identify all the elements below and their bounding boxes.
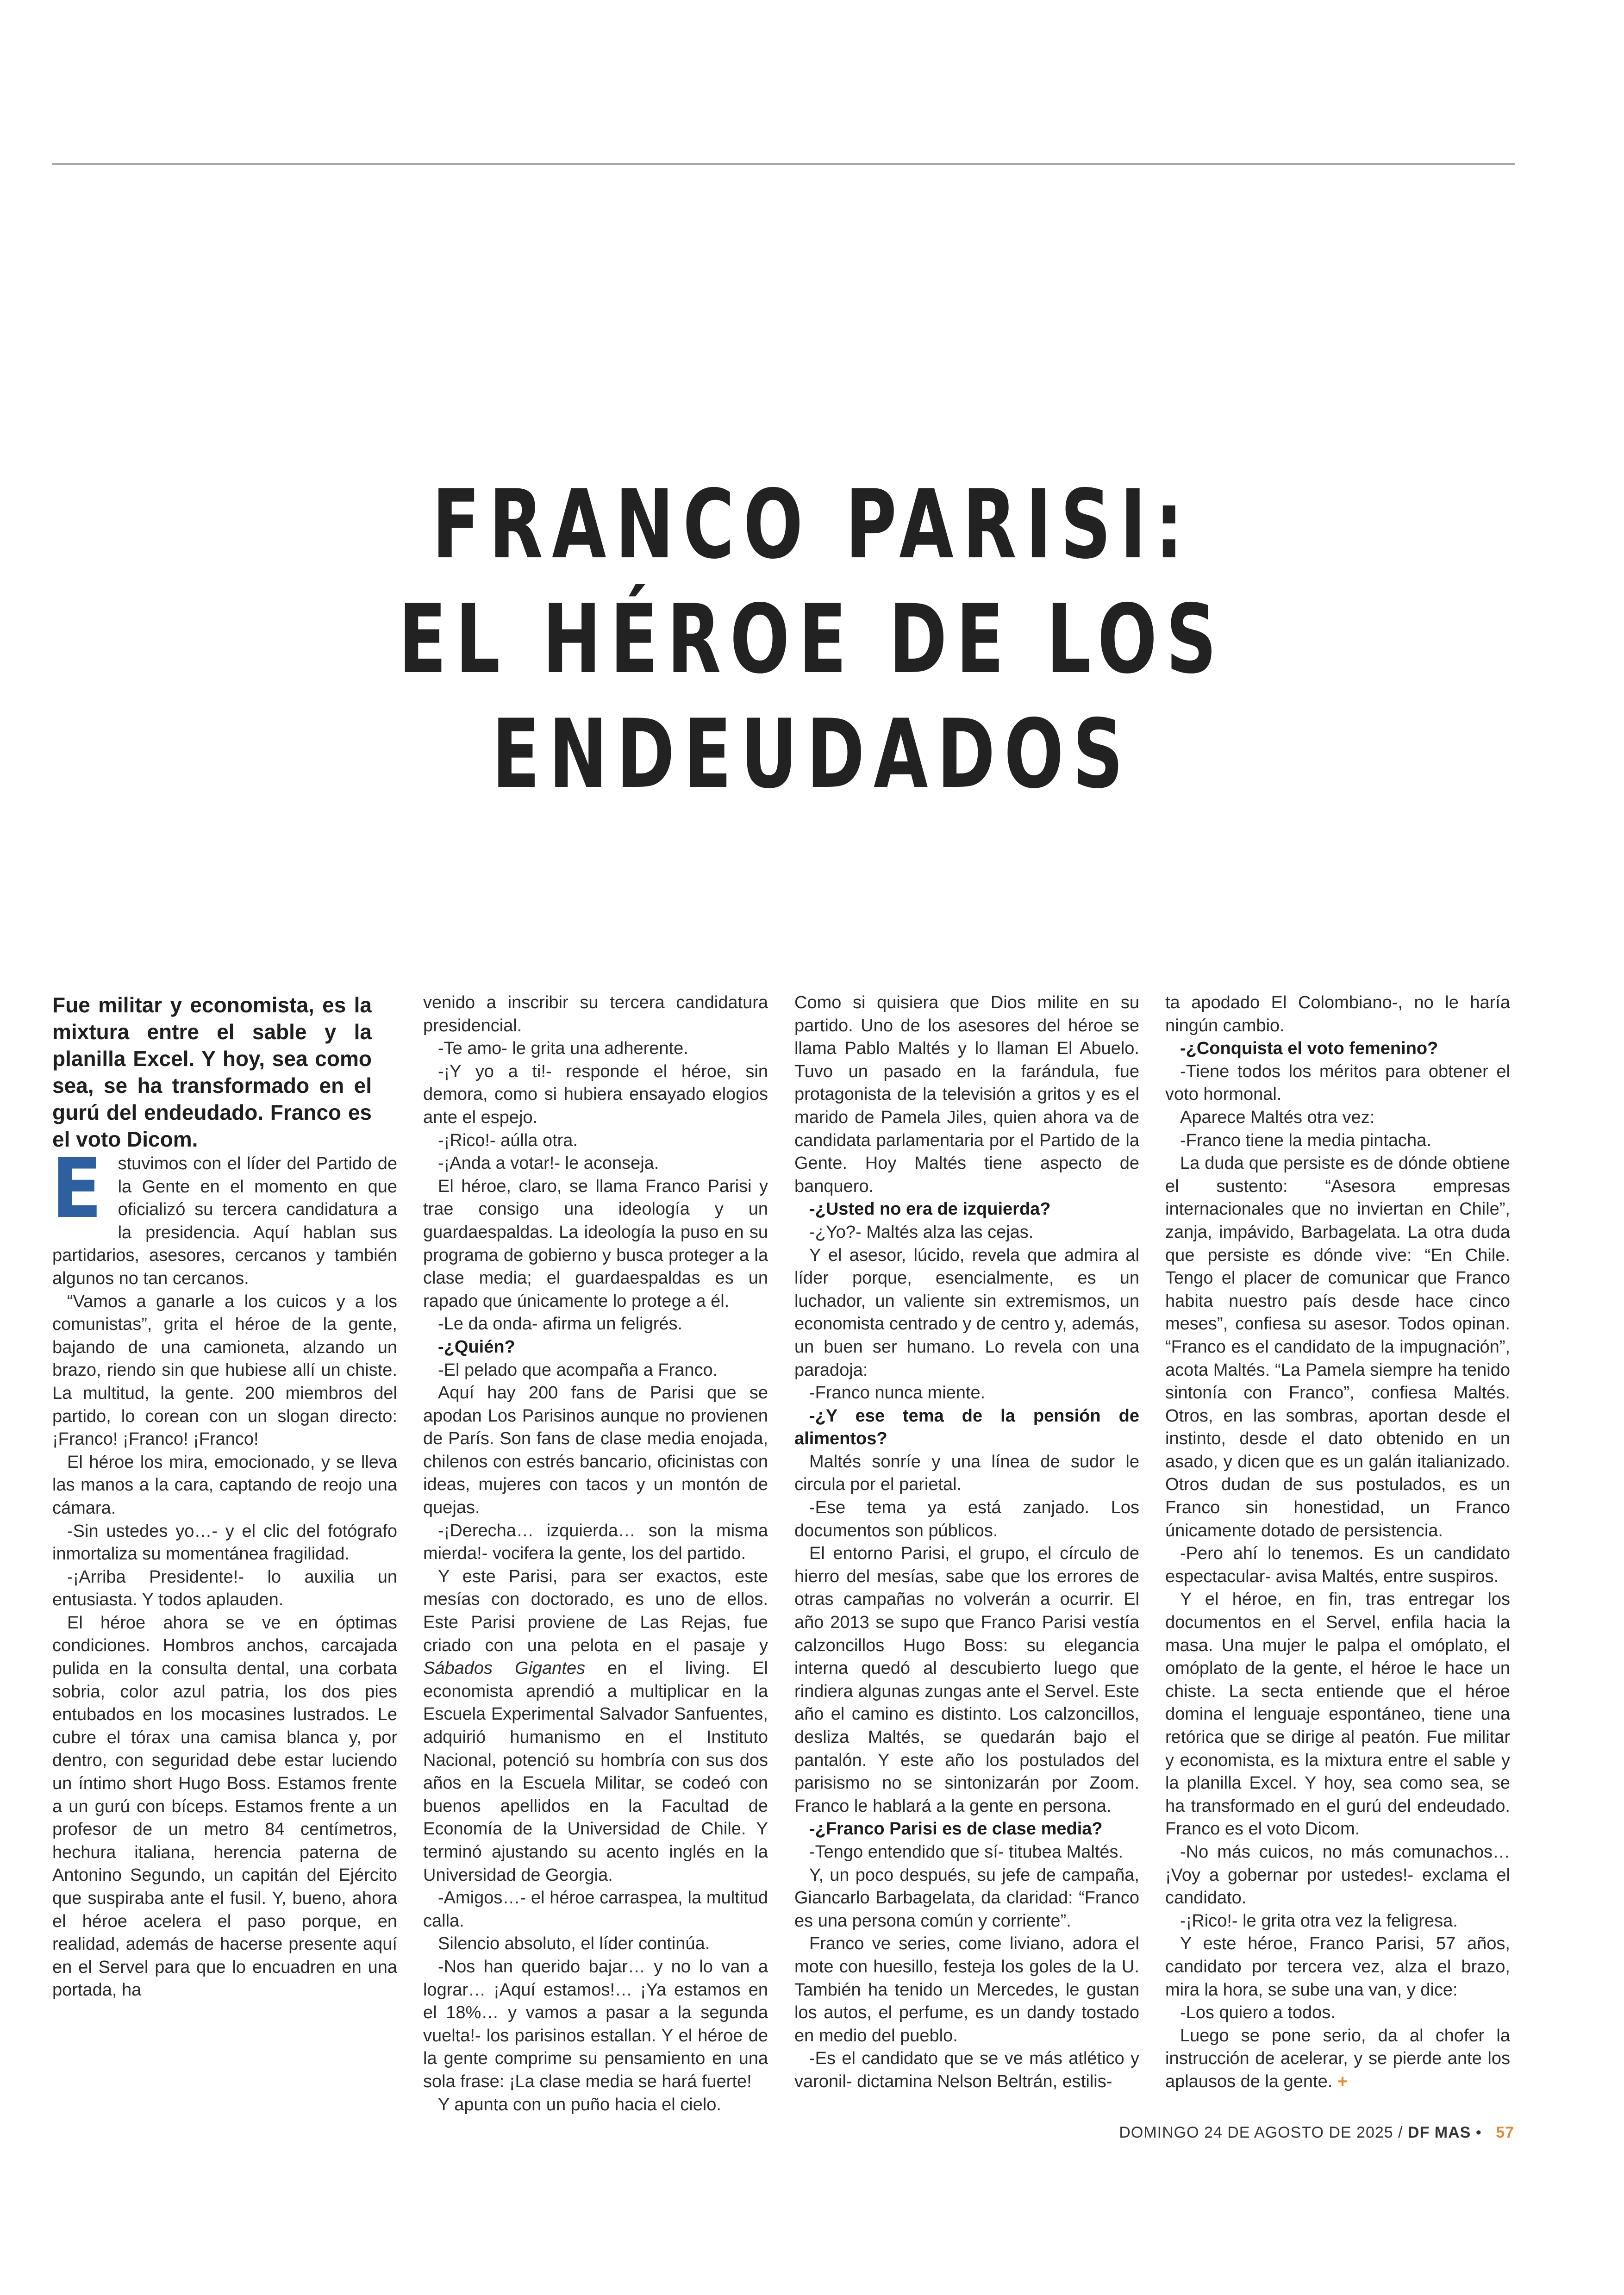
end-mark-icon: + [1337, 2071, 1348, 2091]
footer-brand: DF MAS [1408, 2124, 1471, 2141]
headline-line-1: FRANCO PARISI: [432, 470, 1192, 580]
body-paragraph: Aparece Maltés otra vez: [1180, 1107, 1375, 1127]
body-paragraph: Y, un poco después, su jefe de campaña, Giancarlo Barbagelata, da claridad: “Franco es una persona común y corriente”. [794, 1865, 1139, 1931]
footer-separator: / [1398, 2124, 1403, 2141]
tv-show-title: Sábados Gigantes [423, 1659, 586, 1678]
footer-bullet: • [1475, 2124, 1482, 2141]
body-paragraph: Aquí hay 200 fans de Parisi que se apodan Los Parisinos aunque no provienen de París. Son fans de clase media enojada, chilenos con estrés bancario, oficinistas con ideas, mujeres con tacos y un montón de quejas. [423, 1383, 768, 1518]
body-paragraph: -Amigos…- el héroe carraspea, la multitud calla. [423, 1888, 768, 1931]
headline-line-3: ENDEUDADOS [492, 699, 1132, 810]
body-paragraph: venido a inscribir su tercera candidatura presidencial. [423, 993, 768, 1035]
body-paragraph: -Ese tema ya está zanjado. Los documentos son públicos. [794, 1498, 1139, 1540]
body-paragraph: -Nos han querido bajar… y no lo van a lograr… ¡Aquí estamos!… ¡Ya estamos en el 18%… y vamos a pasar a la segunda vuelta!- los parisinos estallan. Y el héroe de la gente comprime su pensamiento en una sola frase: ¡La clase media se hará fuerte! [423, 1957, 768, 2091]
body-paragraph: ta apodado El Colombiano-, no le haría ningún cambio. [1165, 993, 1510, 1035]
interview-question: -¿Conquista el voto femenino? [1180, 1039, 1438, 1059]
body-paragraph: -Los quiero a todos. [1180, 2003, 1336, 2023]
body-paragraph: La duda que persiste es de dónde obtiene el sustento: “Asesora empresas internacionales que no inviertan en Chile”, zanja, impávido, Barbagelata. La otra duda que persiste es dónde vive: “En Chile. Tengo el placer de comunicar que Franco habita nuestro país desde hace cinco meses”, confiesa su asesor. Todos opinan. “Franco es el candidato de la impugnación”, acota Maltés. “La Pamela siempre ha tenido sintonía con Franco”, confiesa Maltés. Otros, en las sombras, aportan desde el instinto, desde el dato obtenido en un asado, y dicen que es un galán italianizado. Otros dudan de sus postulados, es un Franco sin honestidad, un Franco únicamente dotado de persistencia. [1165, 1154, 1510, 1540]
body-paragraph [423, 1565, 768, 1887]
body-paragraph [1165, 2025, 1510, 2094]
article-column-2 [423, 992, 768, 2116]
body-paragraph: Y el asesor, lúcido, revela que admira al líder porque, esencialmente, es un luchador, un valiente sin extremismos, un economista centrado y de centro y, además, un buen ser humano. Lo revela con una paradoja: [794, 1245, 1139, 1380]
body-paragraph: -Sin ustedes yo…- y el clic del fotógrafo inmortaliza su momentánea fragilidad. [52, 1521, 397, 1564]
body-paragraph: Y este héroe, Franco Parisi, 57 años, candidato por tercera vez, alza el brazo, mira la hora, se sube una van, y dice: [1165, 1934, 1510, 2000]
interview-question: -¿Franco Parisi es de clase media? [809, 1819, 1103, 1839]
body-text: Y este Parisi, para ser exactos, este mesías con doctorado, es uno de ellos. Este Parisi proviene de Las Rejas, fue criado con una pelota en el pasaje y [423, 1566, 768, 1655]
article-column-3 [794, 992, 1139, 2094]
body-paragraph [51, 1141, 397, 1291]
body-paragraph: -Tengo entendido que sí- titubea Maltés. [809, 1842, 1124, 1862]
footer-date: DOMINGO 24 DE AGOSTO DE 2025 [1119, 2124, 1393, 2141]
body-paragraph: Y apunta con un puño hacia el cielo. [438, 2095, 721, 2114]
body-paragraph: -¡Derecha… izquierda… son la misma mierda!- vocifera la gente, los del partido. [423, 1521, 768, 1564]
interview-question: -¿Quién? [438, 1337, 515, 1357]
body-paragraph: -Te amo- le grita una adherente. [438, 1039, 688, 1059]
body-paragraph: “Vamos a ganarle a los cuicos y a los comunistas”, grita el héroe de la gente, bajando de una camioneta, alzando un brazo, riendo sin que hubiese allí un chiste. La multitud, la gente. 200 miembros del partido, lo corean con un slogan directo: ¡Franco! ¡Franco! ¡Franco! [52, 1291, 397, 1449]
body-paragraph: -No más cuicos, no más comunachos…¡Voy a gobernar por ustedes!- exclama el candidato. [1165, 1842, 1510, 1908]
body-paragraph: Silencio absoluto, el líder continúa. [438, 1934, 710, 1954]
body-text: en el living. El economista aprendió a multiplicar en la Escuela Experimental Salvador Sanfuentes, adquirió humanismo en el Instituto Nacional, potenció su hombría con sus dos años en la Escuela Militar, se codeó con buenos apellidos en la Facultad de Economía de la Universidad de Chile. Y terminó ajustando su acento inglés en la Universidad de Georgia. [423, 1659, 768, 1885]
interview-question: -¿Usted no era de izquierda? [809, 1199, 1051, 1219]
article-column-4 [1165, 992, 1510, 2094]
top-rule [52, 163, 1515, 165]
body-paragraph: El héroe ahora se ve en óptimas condiciones. Hombros anchos, carcajada pulida en la consulta dental, una corbata sobria, color azul patria, los dos pies entubados en los mocasines lustrados. Le cubre el tórax una camisa blanca y, por dentro, con seguridad debe estar luciendo un íntimo short Hugo Boss. Estamos frente a un gurú con bíceps. Estamos frente a un profesor de un metro 84 centímetros, hechura italiana, herencia paterna de Antonino Segundo, un capitán del Ejército que suspiraba ante el fusil. Y, bueno, ahora el héroe acelera el paso porque, en realidad, además de hacerse presente aquí en el Servel para que lo encuadren en una portada, ha [52, 1613, 397, 2000]
article-column-1 [52, 992, 397, 2002]
body-paragraph: Y el héroe, en fin, tras entregar los documentos en el Servel, enfila hacia la masa. Una mujer le palpa el omóplato, el omóplato de la gente, el héroe le hace un chiste. La secta entiende que el héroe domina el lenguaje espontáneo, tiene una retórica que se dirige al peatón. Fue militar y economista, es la mixtura entre el sable y la planilla Excel. Y hoy, sea como sea, se ha transformado en el gurú del endeudado. Franco es el voto Dicom. [1165, 1590, 1510, 1839]
body-paragraph: El héroe los mira, emocionado, y se lleva las manos a la cara, captando de reojo una cámara. [52, 1452, 397, 1518]
page-number: 57 [1496, 2124, 1514, 2141]
body-paragraph: -¡Anda a votar!- le aconseja. [438, 1154, 659, 1173]
body-paragraph: -¿Yo?- Maltés alza las cejas. [809, 1222, 1034, 1242]
body-paragraph: El entorno Parisi, el grupo, el círculo de hierro del mesías, sabe que los errores de otras campañas no volverán a ocurrir. El año 2013 se supo que Franco Parisi vestía calzoncillos Hugo Boss: su elegancia interna quedó al descubierto luego que rindiera algunas zungas ante el Servel. Este año el camino es distinto. Los calzoncillos, desliza Maltés, se quedarán bajo el pantalón. Y este año los postulados del parisismo no se sintonizarán por Zoom. Franco le hablará a la gente en persona. [794, 1544, 1139, 1816]
body-paragraph: -Franco tiene la media pintacha. [1180, 1130, 1431, 1150]
body-paragraph: -¡Rico!- le grita otra vez la feligresa. [1180, 1911, 1458, 1931]
body-paragraph: El héroe, claro, se llama Franco Parisi y trae consigo una ideología y un guardaespaldas. La ideología la puso en su programa de gobierno y busca proteger a la clase media; el guardaespaldas es un rapado que únicamente lo protege a él. [423, 1176, 768, 1311]
body-paragraph: -Franco nunca miente. [809, 1383, 986, 1403]
body-paragraph: -Pero ahí lo tenemos. Es un candidato espectacular- avisa Maltés, entre suspiros. [1165, 1544, 1510, 1586]
lead-paragraph: Fue militar y economista, es la mixtura entre el sable y la planilla Excel. Y hoy, sea como sea, se ha transformado en el gurú del endeudado. Franco es el voto Dicom. [52, 993, 372, 1151]
headline [211, 468, 1413, 812]
drop-cap: E [51, 1141, 102, 1236]
body-paragraph: -El pelado que acompaña a Franco. [438, 1360, 718, 1380]
body-paragraph: Franco ve series, come liviano, adora el mote con huesillo, festeja los goles de la U. También ha tenido un Mercedes, le gustan los autos, el perfume, es un dandy tostado en medio del pueblo. [794, 1934, 1139, 2046]
body-paragraph: -Tiene todos los méritos para obtener el voto hormonal. [1165, 1061, 1510, 1104]
interview-question: -¿Y ese tema de la pensión de alimentos? [794, 1406, 1139, 1449]
page-footer [1119, 2124, 1514, 2142]
body-paragraph: Como si quisiera que Dios milite en su partido. Uno de los asesores del héroe se llama Pablo Maltés y lo llaman El Abuelo. Tuvo un pasado en la farándula, fue protagonista de la televisión a gritos y es el marido de Pamela Jiles, quien ahora va de candidata parlamentaria por el Partido de la Gente. Hoy Maltés tiene aspecto de banquero. [794, 993, 1139, 1196]
body-paragraph: -¡Y yo a ti!- responde el héroe, sin demora, como si hubiera ensayado elogios ante el espejo. [423, 1061, 768, 1127]
headline-line-2: EL HÉROE DE LOS [398, 585, 1226, 695]
body-paragraph: -¡Rico!- aúlla otra. [438, 1130, 578, 1150]
body-paragraph: -Es el candidato que se ve más atlético y varonil- dictamina Nelson Beltrán, estilis- [794, 2049, 1139, 2091]
body-paragraph: -¡Arriba Presidente!- lo auxilia un entusiasta. Y todos aplauden. [52, 1567, 397, 1610]
body-text: Luego se pone serio, da al chofer la instrucción de acelerar, y se pierde ante los aplausos de la gente. [1165, 2026, 1510, 2091]
body-paragraph: Maltés sonríe y una línea de sudor le circula por el parietal. [794, 1452, 1139, 1495]
body-text: stuvimos con el líder del Partido de la Gente en el momento en que oficializó su tercera candidatura a la presidencia. Aquí hablan sus partidarios, asesores, cercanos y también algunos no tan cercanos. [52, 1154, 397, 1288]
body-paragraph: -Le da onda- afirma un feligrés. [438, 1314, 683, 1334]
